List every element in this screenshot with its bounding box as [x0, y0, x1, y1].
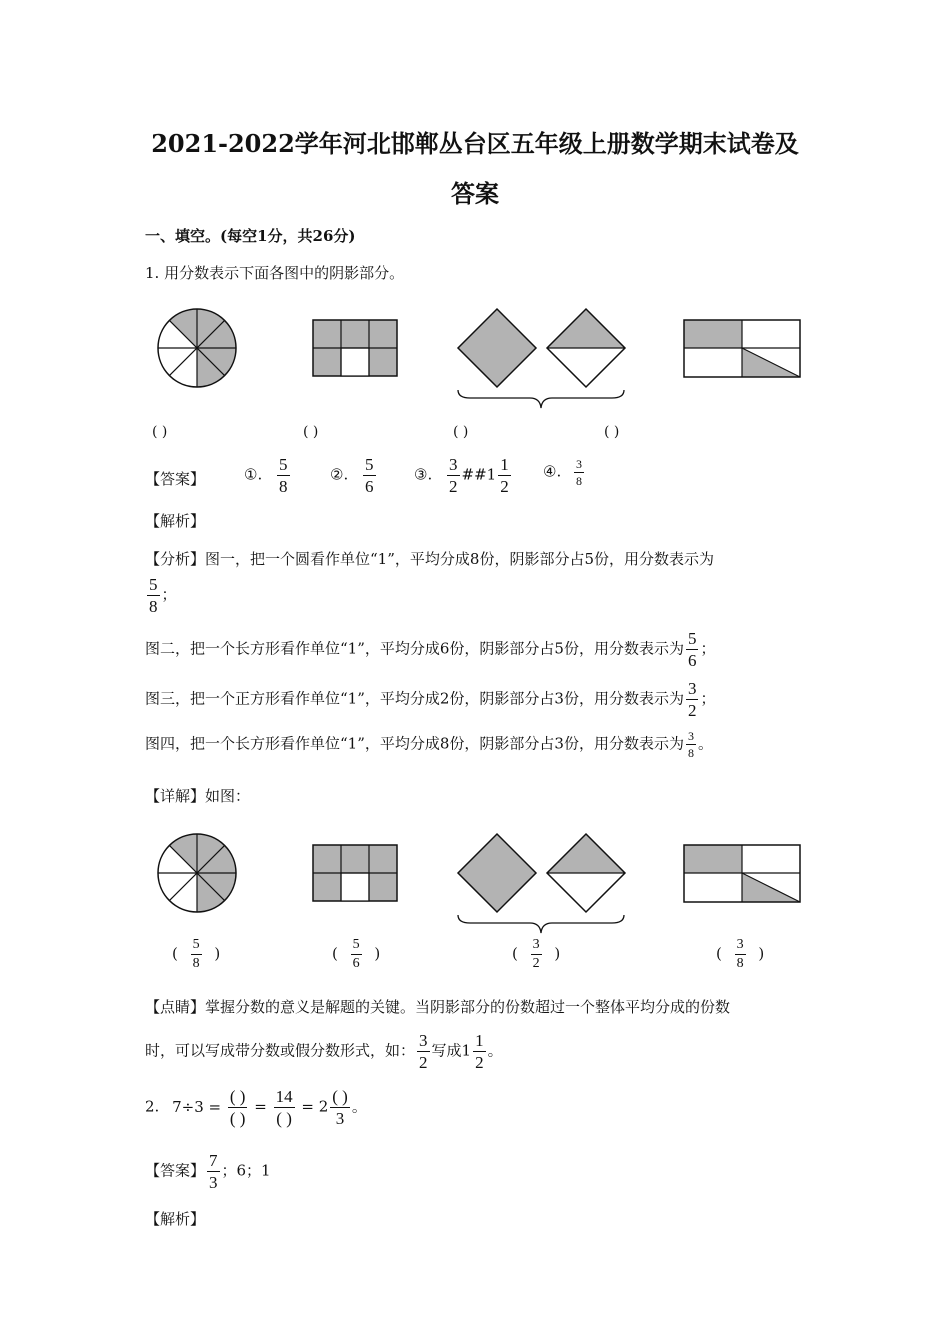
q2-blank-num2[interactable]: ( ) — [332, 1087, 348, 1106]
q1-fenxi-line3: 图三，把一个正方形看作单位“1”，平均分成2份，阴影部分占3份，用分数表示为 $\frac{3}{2}$ ； — [145, 679, 716, 720]
q1-prompt: 1. 用分数表示下面各图中的阴影部分。 — [145, 264, 405, 282]
rect-figure — [684, 320, 800, 377]
q1-dianjing-line1: 【点睛】掌握分数的意义是解题的关键。当阴影部分的份数超过一个整体平均分成的份数 — [145, 998, 731, 1016]
section-heading: 一、填空。(每空1分，共26分) — [145, 227, 356, 245]
doc-title-line2: 答案 — [451, 179, 499, 208]
q2-blank-num[interactable]: ( ) — [229, 1087, 246, 1106]
answer-blank-2[interactable]: ( ) — [303, 424, 319, 440]
q1-dianjing-line2: 时，可以写成带分数或假分数形式，如： $\frac{3}{2}$ 写成1 $\frac{1}{2}$ 。 — [145, 1031, 503, 1072]
filled-answer-1: ( $\frac{5}{8}$ ) — [172, 937, 221, 971]
figure-row-1 — [0, 300, 950, 420]
q1-fenxi-line2: 图二，把一个长方形看作单位“1”，平均分成6份，阴影部分占5份，用分数表示为 $\frac{5}{6}$ ； — [145, 629, 716, 670]
answer-blank-3[interactable]: ( ) — [453, 424, 469, 440]
q2-answer: 【答案】 $\frac{7}{3}$ ；6；1 — [145, 1151, 271, 1192]
circle-figure-2 — [158, 834, 236, 912]
figure-row-2 — [0, 826, 950, 936]
diamonds-figure-2 — [458, 834, 625, 933]
q1-answer-3: ③. $\frac{3}{2}$ ##1 $\frac{1}{2}$ — [414, 455, 509, 496]
answer-blank-1[interactable]: ( ) — [152, 424, 168, 440]
q2-blank-den2[interactable]: ( ) — [276, 1109, 292, 1128]
doc-title-line1: 2021-2022学年河北邯郸丛台区五年级上册数学期末试卷及 — [151, 129, 799, 158]
q1-fenxi-line1: 【分析】图一，把一个圆看作单位“1”，平均分成8份，阴影部分占5份，用分数表示为 — [145, 550, 714, 568]
q2-equation: 2. 7÷3 = $\frac{( )}{( )}$ = $\frac{14}{( )}$ = 2 $\frac{( )}{3}$ 。 — [145, 1087, 367, 1128]
q1-answer-2: ②. $\frac{5}{6}$ — [330, 455, 374, 496]
diamonds-figure — [458, 309, 625, 408]
circle-figure — [158, 309, 236, 387]
q1-answer-label: 【答案】 — [145, 470, 206, 488]
q2-analysis-label: 【解析】 — [145, 1210, 206, 1228]
q1-analysis-label: 【解析】 — [145, 512, 206, 530]
q1-fenxi-frac1: $\frac{5}{8}$ ； — [149, 575, 177, 616]
grid-figure-2 — [313, 845, 397, 901]
filled-answer-4: ( $\frac{3}{8}$ ) — [716, 937, 765, 971]
filled-answer-3: ( $\frac{3}{2}$ ) — [512, 937, 561, 971]
q1-fenxi-line4: 图四，把一个长方形看作单位“1”，平均分成8份，阴影部分占3份，用分数表示为 $\frac{3}{8}$ 。 — [145, 729, 713, 760]
answer-blank-4[interactable]: ( ) — [604, 424, 620, 440]
filled-answer-2: ( $\frac{5}{6}$ ) — [332, 937, 381, 971]
grid-figure — [313, 320, 397, 376]
rect-figure-2 — [684, 845, 800, 902]
q1-detail: 【详解】如图： — [145, 787, 251, 805]
q2-blank-den[interactable]: ( ) — [229, 1109, 246, 1128]
q1-answer-4: ④. $\frac{3}{8}$ — [543, 457, 582, 488]
q1-answer-1: ①. $\frac{5}{8}$ — [244, 455, 288, 496]
